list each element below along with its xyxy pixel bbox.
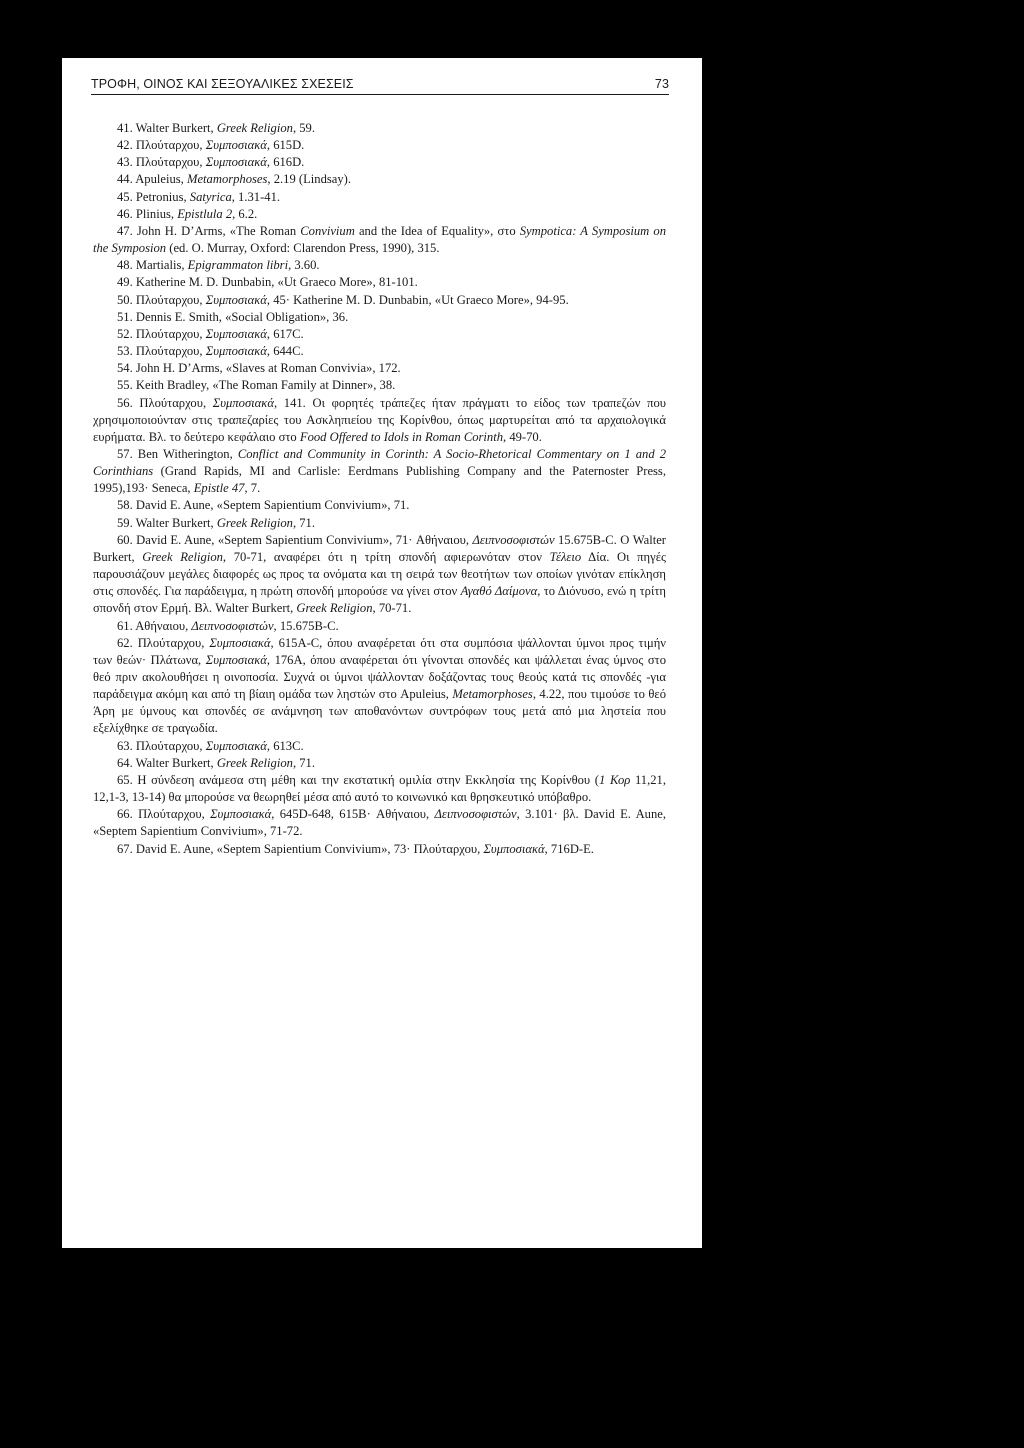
- endnote: [93, 309, 666, 326]
- endnote-italic-text: Συμποσιακά: [212, 395, 274, 410]
- endnote-text: Δία. Οι πηγές παρουσιάζουν μεγάλες διαφορές ως προς τα ονόματα και τη σειρά των θεοτήτων των οποίων γινόταν επίκληση στις σπονδές. Για παράδειγμα, η πρώτη σπονδή μπορούσε να γίνει στον: [93, 549, 666, 599]
- endnote-italic-text: Food Offered to Idols in Roman Corinth: [299, 429, 504, 444]
- endnote-text: and the Idea of Equality», στο: [354, 223, 520, 238]
- endnote-italic-text: Epistle 47: [193, 481, 245, 496]
- endnote-text: , 70-71, αναφέρει ότι η τρίτη σπονδή αφιερωνόταν στον: [222, 549, 550, 564]
- endnote-text: 52. Πλούταρχου,: [117, 326, 206, 341]
- endnote-italic-text: Δειπνοσοφιστών: [434, 807, 517, 822]
- header-rule: [91, 94, 669, 95]
- endnote-italic-text: Συμποσιακά: [209, 635, 271, 650]
- endnote-italic-text: Συμποσιακά: [205, 326, 267, 341]
- endnote-text: , 141. Οι φορητές τράπεζες ήταν πράγματι το είδος των τραπεζών που χρησιμοποιούνταν στις τραπεζαρίες του Ασκληπιείου της Κορίνθου, όπως μαρτυρείται από τα αρχαιολογικά ευρήματα. Βλ. το δεύτερο κεφάλαιο στο: [93, 395, 666, 444]
- endnote-text: (Grand Rapids, MI and Carlisle: Eerdmans Publishing Company and the Paternoster Press, 1995),193· Seneca,: [93, 464, 666, 496]
- endnote: [93, 137, 666, 154]
- endnote-text: 63. Πλούταρχου,: [117, 738, 206, 753]
- endnote-italic-text: Greek Religion: [296, 601, 373, 616]
- endnote-text: 58. David E. Aune, «Septem Sapientium Convivium», 71.: [117, 498, 410, 513]
- endnote-text: 65. Η σύνδεση ανάμεσα στη μέθη και την εκστατική ομιλία στην Εκκλησία της Κορίνθου (: [117, 772, 599, 787]
- endnote-italic-text: Metamorphoses: [452, 687, 533, 702]
- endnote-text: , 616D.: [266, 155, 305, 170]
- endnote: [93, 154, 666, 171]
- endnote-text: 62. Πλούταρχου,: [117, 635, 210, 650]
- endnote-italic-text: Epistlula 2: [177, 206, 233, 221]
- endnote-text: , 645D-648, 615B· Αθήναιου,: [271, 807, 435, 822]
- endnote-italic-text: Δειπνοσοφιστών: [191, 618, 274, 633]
- endnote: [93, 120, 666, 137]
- endnote: [93, 497, 666, 514]
- endnote-text: , 3.101· βλ. David E. Aune, «Septem Sapientium Convivium», 71-72.: [93, 807, 666, 839]
- endnote-text: , 15.675B-C.: [273, 618, 339, 633]
- endnote-italic-text: Satyrica: [189, 189, 232, 204]
- endnote: [93, 772, 666, 806]
- endnote-text: , 6.2.: [232, 206, 258, 221]
- endnote-text: , 613C.: [266, 738, 304, 753]
- endnote-italic-text: Συμποσιακά: [483, 841, 545, 856]
- endnote-text: , 617C.: [266, 326, 304, 341]
- endnote-italic-text: Epigrammaton libri: [187, 258, 289, 273]
- endnote-italic-text: Conflict and Community in Corinth: A Socio-Rhetorical Commentary on 1 and 2 Corinthians: [93, 446, 666, 479]
- endnote-text: 56. Πλούταρχου,: [117, 395, 213, 410]
- endnote-italic-text: Τέλειο: [549, 549, 582, 564]
- endnote-text: 60. David E. Aune, «Septem Sapientium Convivium», 71· Αθήναιου,: [117, 532, 473, 547]
- endnote-italic-text: Convivium: [300, 223, 355, 238]
- endnote-italic-text: Sympotica: A Symposium on the Symposion: [93, 223, 666, 256]
- endnote-text: , 176A, όπου αναφέρεται ότι γίνονται σπονδές και ψάλλεται ένας ύμνος στο θεό πριν ακολουθήσει η οινοποσία. Συχνά οι ύμνοι ψάλλονταν δοξάζοντας τους θεούς κατά τις σπονδές -για παράδειγμα ακόμη και από τη βίαιη ομάδα των ληστών στο Apuleius,: [93, 652, 666, 702]
- endnote-text: 47. John H. D’Arms, «The Roman: [117, 223, 301, 238]
- endnote-italic-text: Αγαθό Δαίμονα: [460, 584, 538, 599]
- endnote-text: 41. Walter Burkert,: [117, 121, 217, 135]
- endnote-text: , 49-70.: [503, 429, 542, 444]
- endnote-text: , 59.: [292, 121, 315, 135]
- endnote-text: 48. Martialis,: [117, 258, 188, 273]
- running-header: [91, 77, 669, 91]
- endnote-text: , 71.: [292, 515, 315, 530]
- endnote: [93, 343, 666, 360]
- endnote-text: 44. Apuleius,: [117, 172, 187, 187]
- endnote: [93, 257, 666, 274]
- endnote-italic-text: Συμποσιακά: [205, 292, 267, 307]
- endnote-italic-text: Συμποσιακά: [205, 738, 267, 753]
- endnote: [93, 618, 666, 635]
- endnote-italic-text: Greek Religion: [142, 549, 223, 564]
- endnote-text: 15.675B-C. Ο Walter Burkert,: [93, 532, 666, 564]
- endnote: [93, 326, 666, 343]
- endnote: [93, 292, 666, 309]
- endnote: [93, 446, 666, 497]
- endnote-text: 11,21, 12,1-3, 13-14) θα μπορούσε να θεωρηθεί μέσα από αυτό το κοινωνικό και θρησκευτικό υπόβαθρο.: [93, 772, 666, 805]
- endnote-text: , 70-71.: [372, 601, 412, 616]
- endnote-italic-text: Συμποσιακά: [205, 155, 267, 170]
- endnote: [93, 189, 666, 206]
- endnote-italic-text: Συμποσιακά: [205, 138, 267, 153]
- endnote-text: , 1.31-41.: [231, 189, 281, 204]
- endnote: [93, 360, 666, 377]
- endnote: [93, 206, 666, 223]
- endnote: [93, 377, 666, 394]
- endnote-text: 51. Dennis E. Smith, «Social Obligation», 36.: [117, 309, 349, 324]
- endnote-text: 57. Ben Witherington,: [117, 446, 238, 461]
- endnote: [93, 274, 666, 291]
- endnote: [93, 841, 666, 858]
- endnotes-list: [93, 120, 666, 858]
- endnote-text: 46. Plinius,: [117, 206, 178, 221]
- endnote-italic-text: Συμποσιακά: [210, 807, 272, 822]
- endnote-text: , 3.60.: [288, 258, 320, 273]
- endnote-text: 45. Petronius,: [117, 189, 190, 204]
- endnote-text: 54. John H. D’Arms, «Slaves at Roman Convivia», 172.: [117, 361, 401, 376]
- endnote: [93, 755, 666, 772]
- endnote-italic-text: Greek Religion: [216, 515, 293, 530]
- endnote-italic-text: 1 Κορ: [599, 772, 631, 787]
- endnote-text: 59. Walter Burkert,: [117, 515, 217, 530]
- endnote-text: , 644C.: [266, 344, 304, 359]
- endnote-text: 49. Katherine M. D. Dunbabin, «Ut Graeco More», 81-101.: [117, 275, 418, 290]
- endnote-text: 43. Πλούταρχου,: [117, 155, 206, 170]
- running-title: ΤΡΟΦΗ, ΟΙΝΟΣ ΚΑΙ ΣΕΞΟΥΑΛΙΚΕΣ ΣΧΕΣΕΙΣ: [91, 77, 354, 91]
- endnote-text: , 2.19 (Lindsay).: [267, 172, 352, 187]
- endnote-italic-text: Greek Religion: [216, 755, 293, 770]
- endnote: [93, 635, 666, 738]
- endnote-text: 66. Πλούταρχου,: [117, 807, 211, 822]
- endnote-text: 50. Πλούταρχου,: [117, 292, 206, 307]
- endnote-text: , 7.: [244, 481, 261, 496]
- endnote: [93, 171, 666, 188]
- page-number: 73: [654, 77, 669, 91]
- endnote-italic-text: Metamorphoses: [186, 172, 268, 187]
- endnote-italic-text: Συμποσιακά: [205, 344, 267, 359]
- endnote-text: , 4.22, που τιμούσε το θεό Άρη με ύμνους και σπονδές σε ανάμνηση των αποθανόντων συντρόφων τους μετά από μια ληστεία που εξελίχθηκε σε τραγωδία.: [93, 687, 666, 736]
- endnote-text: 53. Πλούταρχου,: [117, 344, 206, 359]
- endnote-text: , 71.: [292, 755, 315, 770]
- endnote: [93, 806, 666, 840]
- endnote-text: , 716D-E.: [544, 841, 594, 856]
- endnote-italic-text: Δειπνοσοφιστών: [472, 532, 555, 547]
- endnote-italic-text: Συμποσιακά: [205, 652, 267, 667]
- endnote-text: 42. Πλούταρχου,: [117, 138, 206, 153]
- endnote-text: 67. David E. Aune, «Septem Sapientium Convivium», 73· Πλούταρχου,: [117, 841, 484, 856]
- endnote-text: 64. Walter Burkert,: [117, 755, 217, 770]
- endnote: [93, 223, 666, 257]
- endnote: [93, 515, 666, 532]
- endnote-italic-text: Greek Religion: [216, 121, 293, 135]
- endnote-text: (ed. O. Murray, Oxford: Clarendon Press, 1990), 315.: [166, 241, 440, 256]
- endnote-text: 61. Αθήναιου,: [117, 618, 192, 633]
- endnote: [93, 532, 666, 618]
- endnote-text: , 615D.: [266, 138, 305, 153]
- endnote-text: , το Διόνυσο, ενώ η τρίτη σπονδή στον Ερμή. Βλ. Walter Burkert,: [93, 584, 666, 616]
- endnote: [93, 738, 666, 755]
- endnote: [93, 395, 666, 446]
- endnote-text: , 45· Katherine M. D. Dunbabin, «Ut Graeco More», 94-95.: [266, 292, 569, 307]
- endnote-text: 55. Keith Bradley, «The Roman Family at Dinner», 38.: [117, 378, 396, 393]
- endnote-text: , 615A-C, όπου αναφέρεται ότι στα συμπόσια ψάλλονται ύμνοι προς τιμήν των θεών· Πλάτωνα,: [93, 635, 666, 667]
